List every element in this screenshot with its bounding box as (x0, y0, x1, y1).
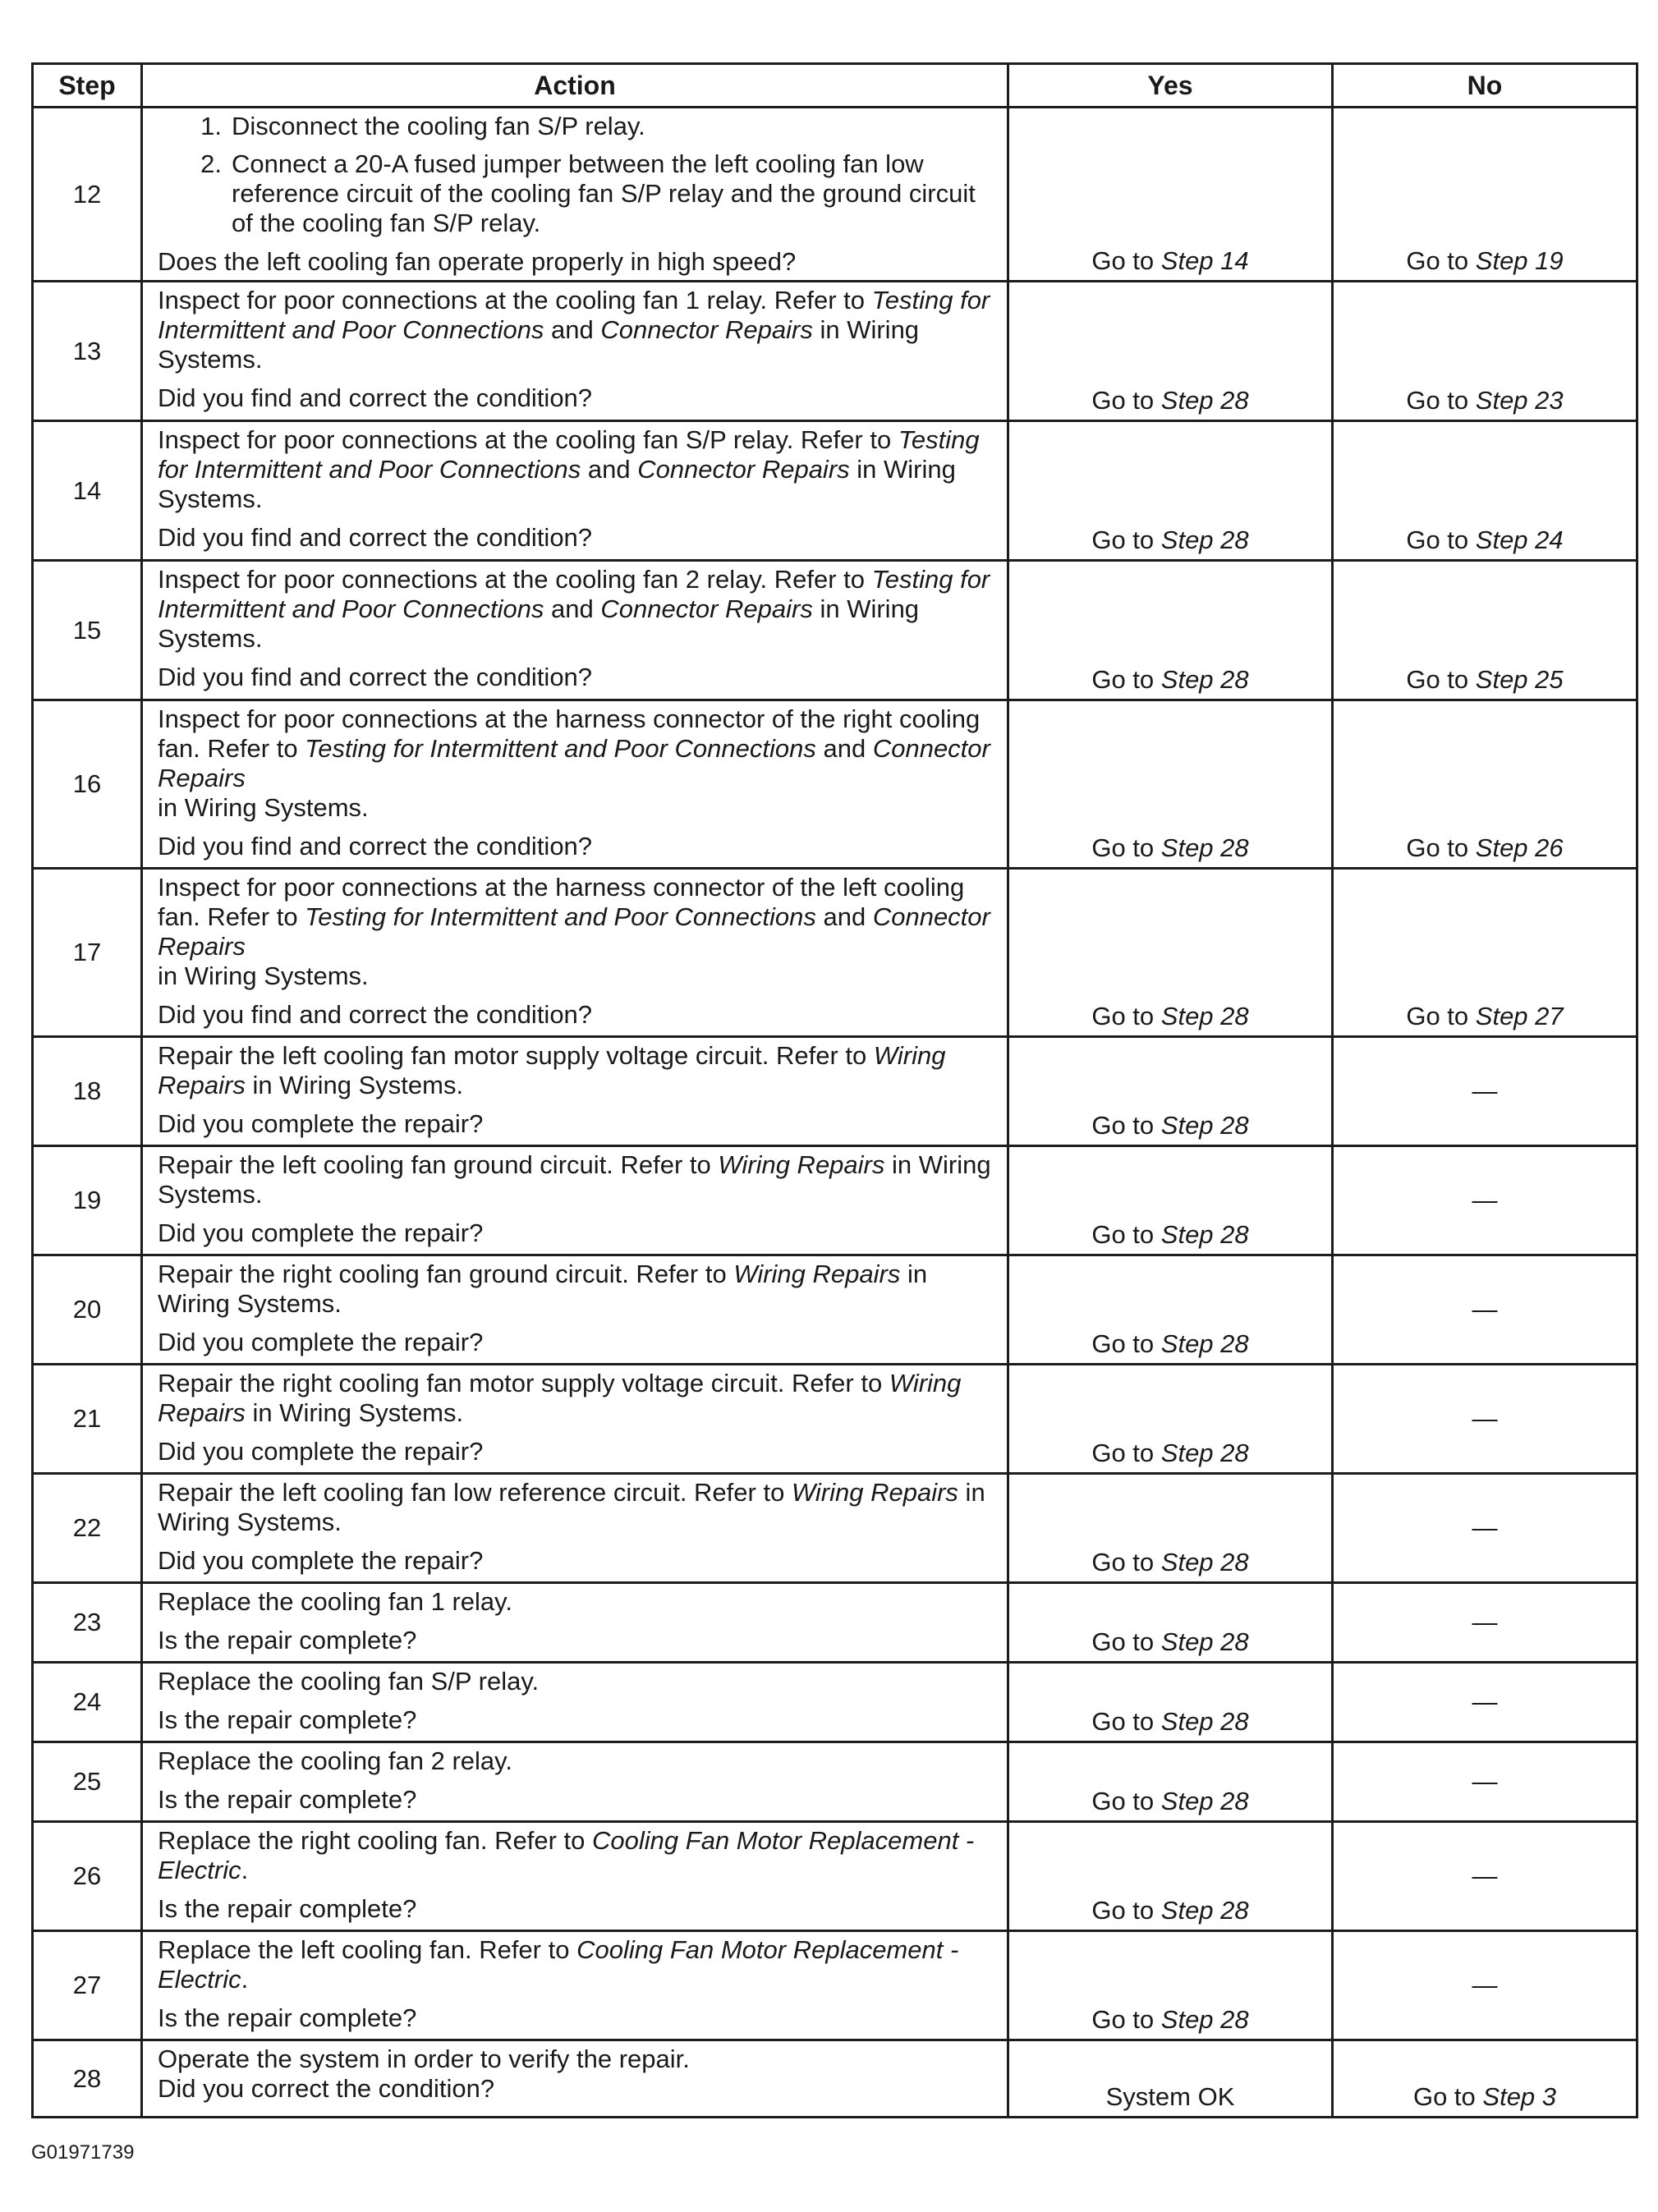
step-number: 24 (33, 1663, 142, 1742)
action-text (158, 1369, 997, 1428)
table-row (33, 282, 1637, 421)
action-segment: in Wiring Systems. (158, 455, 956, 513)
step-link[interactable]: Step 28 (1160, 386, 1249, 415)
result-text: Go to (1091, 1707, 1161, 1736)
step-link[interactable]: Step 27 (1475, 1002, 1564, 1030)
yes-cell (1008, 2040, 1333, 2118)
action-segment: in Wiring Systems. (158, 1150, 991, 1209)
step-link[interactable]: Step 28 (1160, 1627, 1249, 1656)
action-question: Did you correct the condition? (158, 2074, 495, 2103)
result-text: Go to (1406, 665, 1476, 694)
reference-title: Wiring Repairs (733, 1260, 901, 1288)
action-question: Did you complete the repair? (158, 1546, 484, 1575)
action-segment: Inspect for poor connections at the harness connector of the right cooling fan. Refer to (158, 704, 981, 763)
action-segment: in Wiring Systems. (158, 594, 920, 653)
no-dash: — (1472, 1767, 1498, 1796)
yes-cell (1008, 1583, 1333, 1663)
reference-title: Connector Repairs (158, 734, 990, 792)
action-text (158, 1150, 997, 1209)
header-step: Step (33, 64, 142, 108)
action-segment: Inspect for poor connections at the cooling fan 2 relay. Refer to (158, 565, 872, 594)
table-row (33, 1037, 1637, 1146)
result-text: Go to (1091, 525, 1161, 554)
action-question: Did you complete the repair? (158, 1109, 484, 1138)
no-dash: — (1472, 1687, 1498, 1716)
step-number: 16 (33, 700, 142, 869)
action-cell (142, 869, 1008, 1037)
result-text: Go to (1091, 1896, 1161, 1925)
action-segment: in Wiring Systems. (245, 1398, 464, 1427)
no-dash: — (1472, 1186, 1498, 1214)
result-text: Go to (1091, 833, 1161, 862)
step-number: 15 (33, 561, 142, 700)
table-row (33, 1255, 1637, 1365)
step-link[interactable]: Step 14 (1160, 246, 1249, 275)
action-question: Did you complete the repair? (158, 1437, 484, 1466)
action-segment: and (544, 594, 601, 623)
step-link[interactable]: Step 28 (1160, 1787, 1249, 1815)
yes-cell (1008, 282, 1333, 421)
action-segment: Replace the cooling fan S/P relay. (158, 1667, 540, 1696)
action-cell (142, 1663, 1008, 1742)
no-dash: — (1472, 1404, 1498, 1433)
no-dash: — (1472, 1295, 1498, 1324)
no-dash: — (1472, 1076, 1498, 1105)
step-number: 22 (33, 1474, 142, 1583)
no-cell (1333, 1037, 1637, 1146)
action-step-item (158, 149, 997, 238)
result-text: Go to (1091, 1627, 1161, 1656)
table-row (33, 1474, 1637, 1583)
step-link[interactable]: Step 28 (1160, 833, 1249, 862)
result-text: Go to (1091, 1787, 1161, 1815)
header-action: Action (142, 64, 1008, 108)
action-text (158, 1041, 997, 1100)
action-text (158, 704, 997, 823)
reference-title: Connector Repairs (637, 455, 850, 484)
action-cell (142, 282, 1008, 421)
figure-id: G01971739 (31, 2141, 135, 2164)
step-number: 21 (33, 1365, 142, 1474)
yes-cell (1008, 1822, 1333, 1931)
no-dash: — (1472, 1971, 1498, 1999)
action-segment: Replace the cooling fan 2 relay. (158, 1746, 512, 1775)
yes-cell (1008, 421, 1333, 561)
reference-title: Testing for Intermittent and Poor Connections (305, 902, 816, 931)
action-cell (142, 1822, 1008, 1931)
no-cell (1333, 1663, 1637, 1742)
result-text: Go to (1091, 1111, 1161, 1140)
result-text: Go to (1091, 1329, 1161, 1358)
step-link[interactable]: Step 28 (1160, 1329, 1249, 1358)
action-cell (142, 1583, 1008, 1663)
step-link[interactable]: Step 28 (1160, 1896, 1249, 1925)
step-number: 23 (33, 1583, 142, 1663)
action-segment: Repair the left cooling fan ground circuit. Refer to (158, 1150, 719, 1179)
step-link[interactable]: Step 28 (1160, 1439, 1249, 1467)
yes-cell (1008, 700, 1333, 869)
action-question: Is the repair complete? (158, 2003, 417, 2032)
action-text (158, 1826, 997, 1885)
no-cell (1333, 869, 1637, 1037)
action-step-item (158, 112, 997, 141)
table-row (33, 2040, 1637, 2118)
table-row (33, 869, 1637, 1037)
action-cell (142, 1931, 1008, 2040)
reference-title: Testing for Intermittent and Poor Connections (305, 734, 816, 763)
reference-title: Connector Repairs (600, 315, 813, 344)
action-question: Did you find and correct the condition? (158, 523, 593, 552)
no-cell (1333, 1146, 1637, 1255)
reference-title: Wiring Repairs (791, 1478, 958, 1507)
step-number: 14 (33, 421, 142, 561)
step-number: 26 (33, 1822, 142, 1931)
step-link[interactable]: Step 3 (1482, 2082, 1557, 2111)
reference-title: Cooling Fan Motor Replacement - Electric (158, 1826, 975, 1884)
yes-cell (1008, 1474, 1333, 1583)
result-text: Go to (1091, 1439, 1161, 1467)
item-text: Disconnect the cooling fan S/P relay. (232, 112, 645, 140)
action-cell (142, 1474, 1008, 1583)
header-yes: Yes (1008, 64, 1333, 108)
yes-cell (1008, 561, 1333, 700)
step-link[interactable]: Step 28 (1160, 1707, 1249, 1736)
result-text: Go to (1091, 246, 1161, 275)
no-dash: — (1472, 1513, 1498, 1542)
diagnostic-table (31, 62, 1638, 2118)
step-link[interactable]: Step 28 (1160, 1002, 1249, 1030)
action-question: Did you find and correct the condition? (158, 383, 593, 412)
action-question: Is the repair complete? (158, 1894, 417, 1923)
action-text (158, 1746, 997, 1776)
yes-cell (1008, 1037, 1333, 1146)
reference-title: Connector Repairs (600, 594, 813, 623)
result-text: Go to (1091, 1548, 1161, 1576)
table-row (33, 1822, 1637, 1931)
step-link[interactable]: Step 28 (1160, 1220, 1249, 1249)
step-number: 20 (33, 1255, 142, 1365)
table-row (33, 1742, 1637, 1822)
action-question: Did you find and correct the condition? (158, 663, 593, 691)
action-segment: in Wiring Systems. (158, 961, 369, 990)
action-text (158, 565, 997, 654)
action-segment: Inspect for poor connections at the harness connector of the left cooling fan. Refer to (158, 873, 965, 931)
action-cell (142, 108, 1008, 282)
table-header-row (33, 64, 1637, 108)
no-cell (1333, 282, 1637, 421)
step-number: 28 (33, 2040, 142, 2118)
step-number: 19 (33, 1146, 142, 1255)
action-cell (142, 700, 1008, 869)
reference-title: Wiring Repairs (158, 1369, 962, 1427)
action-cell (142, 1255, 1008, 1365)
action-question: Did you complete the repair? (158, 1218, 484, 1247)
action-segment: Inspect for poor connections at the cooling fan 1 relay. Refer to (158, 286, 872, 314)
action-segment: in Wiring Systems. (158, 315, 920, 374)
reference-title: Testing for Intermittent and Poor Connections (158, 565, 990, 623)
reference-title: Wiring Repairs (718, 1150, 885, 1179)
action-segment: and (581, 455, 638, 484)
no-cell (1333, 1931, 1637, 2040)
result-text: Go to (1406, 1002, 1476, 1030)
step-number: 17 (33, 869, 142, 1037)
yes-cell (1008, 1931, 1333, 2040)
action-segment: Inspect for poor connections at the cooling fan S/P relay. Refer to (158, 425, 898, 454)
action-segment: in Wiring Systems. (158, 1478, 985, 1536)
result-text: Go to (1091, 386, 1161, 415)
result-text: Go to (1406, 525, 1476, 554)
action-text (158, 1478, 997, 1537)
step-link[interactable]: Step 25 (1475, 665, 1564, 694)
reference-title: Cooling Fan Motor Replacement - Electric (158, 1935, 959, 1994)
table-row (33, 1931, 1637, 2040)
action-segment: and (815, 734, 873, 763)
action-text (158, 1667, 997, 1696)
no-cell (1333, 1742, 1637, 1822)
action-segment: Operate the system in order to verify the repair. (158, 2044, 690, 2073)
action-text (158, 1587, 997, 1617)
table-row (33, 1146, 1637, 1255)
action-question: Did you complete the repair? (158, 1328, 484, 1356)
no-cell (1333, 2040, 1637, 2118)
action-text (158, 425, 997, 514)
action-segment: . (241, 1965, 249, 1994)
no-cell (1333, 1365, 1637, 1474)
yes-cell (1008, 1255, 1333, 1365)
action-question: Is the repair complete? (158, 1785, 417, 1814)
action-segment: Replace the cooling fan 1 relay. (158, 1587, 512, 1616)
step-number: 27 (33, 1931, 142, 2040)
action-text (158, 1260, 997, 1319)
table-row (33, 1365, 1637, 1474)
no-dash: — (1472, 1861, 1498, 1890)
table-row (33, 1583, 1637, 1663)
table-row (33, 561, 1637, 700)
reference-title: Testing for Intermittent and Poor Connections (158, 425, 980, 484)
action-cell (142, 2040, 1008, 2118)
step-link[interactable]: Step 28 (1160, 2005, 1249, 2034)
action-text (158, 286, 997, 374)
action-segment: Repair the right cooling fan ground circuit. Refer to (158, 1260, 734, 1288)
action-segment: Replace the left cooling fan. Refer to (158, 1935, 577, 1964)
result-text: System OK (1105, 2082, 1235, 2111)
step-number: 18 (33, 1037, 142, 1146)
action-cell (142, 1365, 1008, 1474)
action-question: Does the left cooling fan operate properly in high speed? (158, 247, 797, 276)
result-text: Go to (1406, 246, 1476, 275)
action-segment: in Wiring Systems. (245, 1071, 464, 1099)
step-link[interactable]: Step 24 (1475, 525, 1564, 554)
result-text: Go to (1091, 2005, 1161, 2034)
yes-cell (1008, 1663, 1333, 1742)
action-segment: and (815, 902, 873, 931)
result-text: Go to (1412, 2082, 1483, 2111)
yes-cell (1008, 869, 1333, 1037)
action-question: Is the repair complete? (158, 1705, 417, 1734)
step-number: 25 (33, 1742, 142, 1822)
result-text: Go to (1406, 386, 1476, 415)
reference-title: Connector Repairs (158, 902, 990, 961)
no-dash: — (1472, 1608, 1498, 1636)
step-link[interactable]: Step 26 (1475, 833, 1564, 862)
action-cell (142, 1037, 1008, 1146)
no-cell (1333, 1474, 1637, 1583)
item-number: 2. (200, 149, 222, 178)
yes-cell (1008, 1742, 1333, 1822)
action-cell (142, 1742, 1008, 1822)
table-row (33, 1663, 1637, 1742)
step-link[interactable]: Step 19 (1475, 246, 1564, 275)
no-cell (1333, 700, 1637, 869)
reference-title: Testing for Intermittent and Poor Connections (158, 286, 990, 344)
table-body (33, 108, 1637, 2118)
item-text: Connect a 20-A fused jumper between the left cooling fan low reference circuit of the cooling fan S/P relay and the ground circuit of the cooling fan S/P relay. (232, 149, 976, 237)
no-cell (1333, 421, 1637, 561)
result-text: Go to (1091, 665, 1161, 694)
action-question: Did you find and correct the condition? (158, 832, 593, 860)
step-number: 13 (33, 282, 142, 421)
step-link[interactable]: Step 28 (1160, 1548, 1249, 1576)
result-text: Go to (1091, 1220, 1161, 1249)
header-no: No (1333, 64, 1637, 108)
no-cell (1333, 1255, 1637, 1365)
action-segment: in Wiring Systems. (158, 1260, 928, 1318)
no-cell (1333, 108, 1637, 282)
step-link[interactable]: Step 23 (1475, 386, 1564, 415)
action-segment: . (241, 1856, 249, 1884)
no-cell (1333, 1583, 1637, 1663)
step-link[interactable]: Step 28 (1160, 525, 1249, 554)
yes-cell (1008, 108, 1333, 282)
step-number: 12 (33, 108, 142, 282)
yes-cell (1008, 1365, 1333, 1474)
step-link[interactable]: Step 28 (1160, 1111, 1249, 1140)
action-question: Is the repair complete? (158, 1626, 417, 1654)
table-row (33, 700, 1637, 869)
item-number: 1. (200, 112, 222, 140)
table-row (33, 421, 1637, 561)
action-segment: and (544, 315, 601, 344)
action-cell (142, 561, 1008, 700)
step-link[interactable]: Step 28 (1160, 665, 1249, 694)
table-row (33, 108, 1637, 282)
action-segment: Repair the left cooling fan low reference circuit. Refer to (158, 1478, 792, 1507)
action-cell (142, 1146, 1008, 1255)
action-text (158, 2044, 997, 2074)
action-text (158, 873, 997, 991)
action-segment: Repair the left cooling fan motor supply voltage circuit. Refer to (158, 1041, 874, 1070)
action-cell (142, 421, 1008, 561)
result-text: Go to (1406, 833, 1476, 862)
yes-cell (1008, 1146, 1333, 1255)
action-segment: Replace the right cooling fan. Refer to (158, 1826, 593, 1855)
no-cell (1333, 561, 1637, 700)
action-segment: in Wiring Systems. (158, 793, 369, 822)
reference-title: Wiring Repairs (158, 1041, 946, 1099)
action-steps (158, 112, 997, 238)
result-text: Go to (1091, 1002, 1161, 1030)
no-cell (1333, 1822, 1637, 1931)
action-segment: Repair the right cooling fan motor supply voltage circuit. Refer to (158, 1369, 889, 1397)
action-text (158, 1935, 997, 1994)
action-question: Did you find and correct the condition? (158, 1000, 593, 1029)
